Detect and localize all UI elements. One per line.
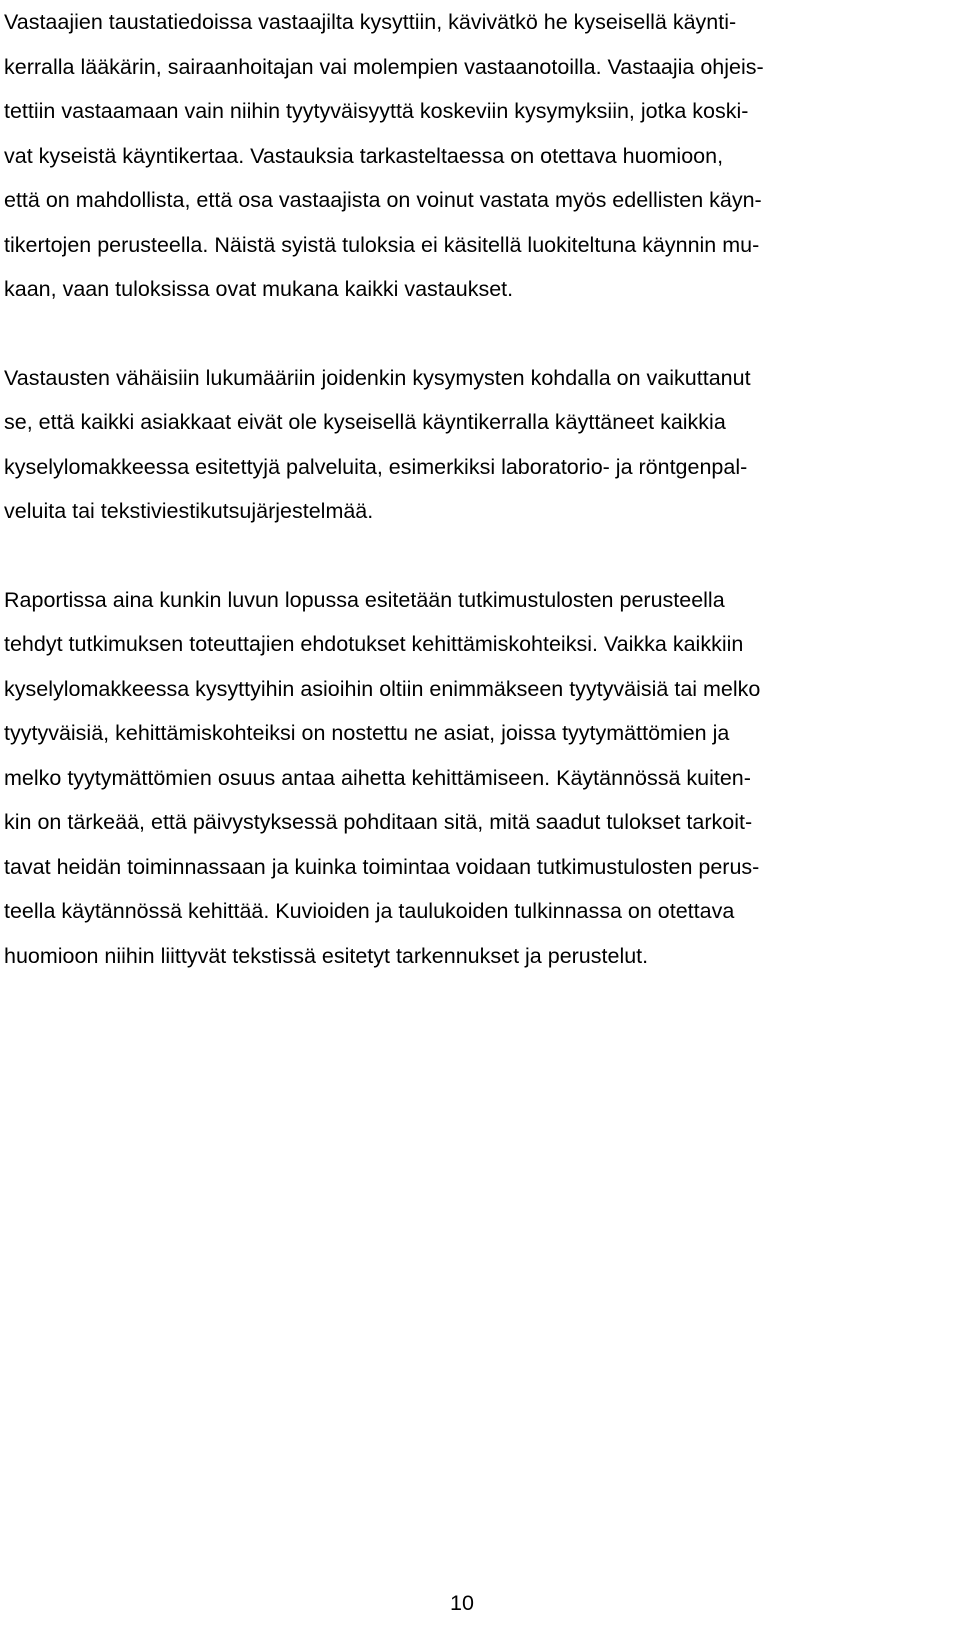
paragraph-line: vat kyseistä käyntikertaa. Vastauksia tarkasteltaessa on otettava huomioon, (4, 143, 724, 168)
paragraph-line: Vastaajien taustatiedoissa vastaajilta kysyttiin, kävivätkö he kyseisellä käynti- (4, 10, 737, 34)
paragraph-line: tettiin vastaamaan vain niihin tyytyväisyyttä koskeviin kysymyksiin, jotka koski- (4, 99, 749, 123)
body-text (4, 0, 924, 978)
paragraph-line: Vastausten vähäisiin lukumääriin joidenkin kysymysten kohdalla on vaikuttanut (4, 365, 751, 390)
paragraph-line: kyselylomakkeessa esitettyjä palveluita, esimerkiksi laboratorio- ja röntgenpal- (4, 454, 748, 479)
paragraph-line: kaan, vaan tuloksissa ovat mukana kaikki vastaukset. (4, 277, 514, 301)
paragraph-line: melko tyytymättömien osuus antaa aihetta kehittämiseen. Käytännössä kuiten- (4, 765, 751, 790)
paragraph-line: veluita tai tekstiviestikutsujärjestelmää. (4, 499, 374, 523)
paragraph-line: kyselylomakkeessa kysyttyihin asioihin oltiin enimmäkseen tyytyväisiä tai melko (4, 676, 761, 701)
paragraph-line: tavat heidän toiminnassaan ja kuinka toimintaa voidaan tutkimustulosten perus- (4, 854, 760, 879)
paragraph-line: teella käytännössä kehittää. Kuvioiden ja taulukoiden tulkinnassa on otettava (4, 899, 735, 923)
paragraph-line: kin on tärkeää, että päivystyksessä pohditaan sitä, mitä saadut tulokset tarkoit- (4, 810, 753, 834)
paragraph-response-counts (4, 356, 924, 534)
paragraph-line: tehdyt tutkimuksen toteuttajien ehdotukset kehittämiskohteiksi. Vaikka kaikkiin (4, 632, 744, 656)
page-number: 10 (450, 1591, 474, 1615)
paragraph-line: että on mahdollista, että osa vastaajista on voinut vastata myös edellisten käyn- (4, 188, 762, 212)
paragraph-line: huomioon niihin liittyvät tekstissä esitetyt tarkennukset ja perustelut. (4, 943, 649, 968)
paragraph-line: tyytyväisiä, kehittämiskohteiksi on nostettu ne asiat, joissa tyytymättömien ja (4, 721, 730, 745)
paragraph-line: Raportissa aina kunkin luvun lopussa esitetään tutkimustulosten perusteella (4, 587, 725, 612)
paragraph-line: se, että kaikki asiakkaat eivät ole kyseisellä käyntikerralla käyttäneet kaikkia (4, 410, 726, 434)
paragraph-survey-background (4, 0, 924, 312)
paragraph-line: kerralla lääkärin, sairaanhoitajan vai molempien vastaanotoilla. Vastaajia ohjeis- (4, 54, 764, 79)
paragraph-development-proposals (4, 578, 924, 979)
paragraph-line: tikertojen perusteella. Näistä syistä tuloksia ei käsitellä luokiteltuna käynnin mu- (4, 232, 760, 257)
